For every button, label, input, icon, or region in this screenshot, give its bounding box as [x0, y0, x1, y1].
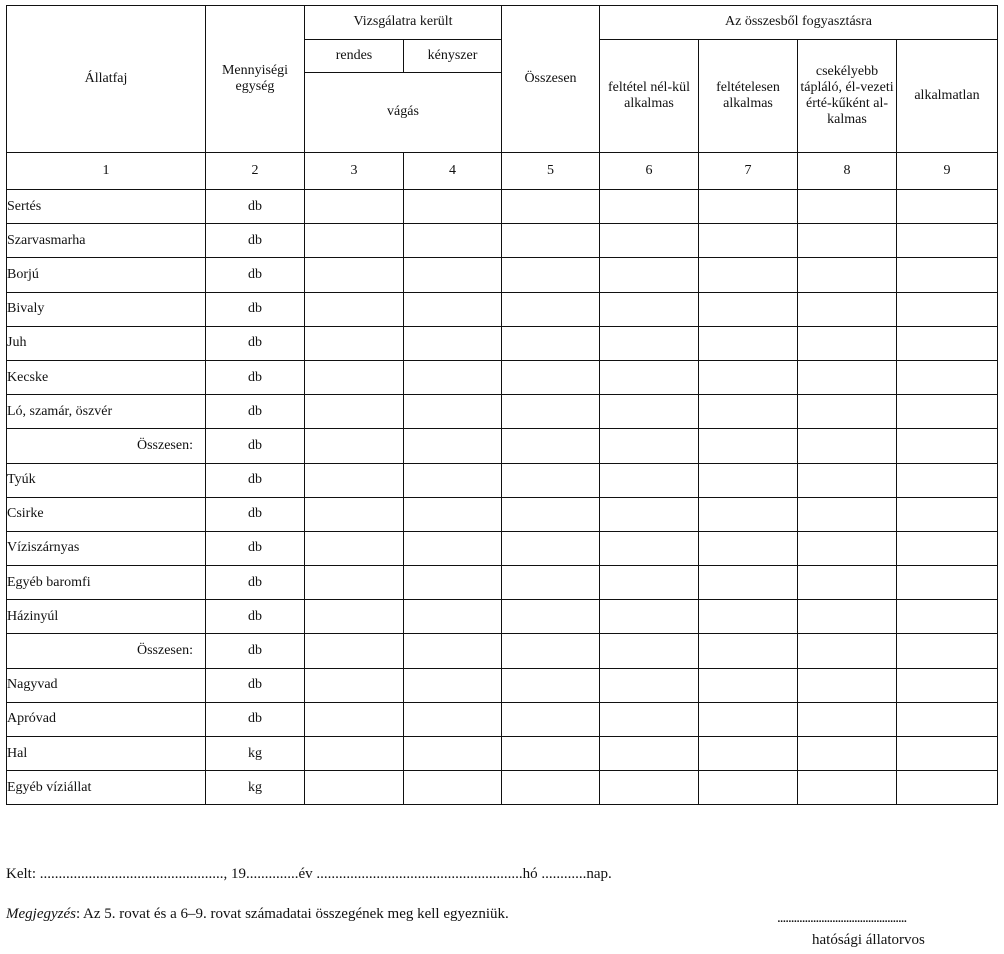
entry-cell-col-6[interactable]	[600, 190, 699, 224]
entry-cell-col-7[interactable]	[699, 463, 798, 497]
species-name: Házinyúl	[7, 600, 206, 634]
unit-cell: db	[206, 258, 305, 292]
entry-cell-col-5[interactable]	[502, 600, 600, 634]
table-row	[7, 497, 998, 531]
header-fit-conditional: feltételesen alkalmas	[699, 40, 798, 153]
entry-cell-col-7[interactable]	[699, 429, 798, 463]
species-name: Apróvad	[7, 702, 206, 736]
entry-cell-col-5[interactable]	[502, 429, 600, 463]
note-label: Megjegyzés	[6, 906, 76, 922]
entry-cell-col-9[interactable]	[897, 224, 998, 258]
entry-cell-col-4[interactable]	[404, 600, 502, 634]
species-name: Bivaly	[7, 292, 206, 326]
unit-cell: db	[206, 497, 305, 531]
entry-cell-col-3[interactable]	[305, 292, 404, 326]
entry-cell-col-4[interactable]	[404, 566, 502, 600]
unit-cell: db	[206, 326, 305, 360]
entry-cell-col-7[interactable]	[699, 497, 798, 531]
entry-cell-col-6[interactable]	[600, 463, 699, 497]
data-rows	[7, 190, 998, 805]
species-name: Víziszárnyas	[7, 531, 206, 565]
entry-cell-col-7[interactable]	[699, 566, 798, 600]
inspection-table	[6, 5, 998, 805]
species-name: Kecske	[7, 360, 206, 394]
entry-cell-col-7[interactable]	[699, 395, 798, 429]
species-name: Hal	[7, 737, 206, 771]
entry-cell-col-8[interactable]	[798, 326, 897, 360]
entry-cell-col-7[interactable]	[699, 292, 798, 326]
signature-line: ...............................................	[777, 910, 907, 926]
species-name: Juh	[7, 326, 206, 360]
entry-cell-col-9[interactable]	[897, 497, 998, 531]
header-unit: Mennyiségi egység	[206, 6, 305, 153]
table-row	[7, 566, 998, 600]
entry-cell-col-4[interactable]	[404, 395, 502, 429]
entry-cell-col-9[interactable]	[897, 737, 998, 771]
entry-cell-col-8[interactable]	[798, 292, 897, 326]
entry-cell-col-6[interactable]	[600, 326, 699, 360]
unit-cell: db	[206, 190, 305, 224]
entry-cell-col-4[interactable]	[404, 360, 502, 394]
entry-cell-col-3[interactable]	[305, 634, 404, 668]
species-name: Nagyvad	[7, 668, 206, 702]
column-number: 4	[404, 153, 502, 190]
column-number: 9	[897, 153, 998, 190]
entry-cell-col-3[interactable]	[305, 771, 404, 805]
unit-cell: db	[206, 702, 305, 736]
table-row	[7, 258, 998, 292]
unit-cell: db	[206, 634, 305, 668]
entry-cell-col-8[interactable]	[798, 395, 897, 429]
table-row	[7, 702, 998, 736]
unit-cell: db	[206, 668, 305, 702]
entry-cell-col-9[interactable]	[897, 634, 998, 668]
entry-cell-col-4[interactable]	[404, 771, 502, 805]
species-name: Sertés	[7, 190, 206, 224]
entry-cell-col-3[interactable]	[305, 600, 404, 634]
unit-cell: db	[206, 360, 305, 394]
entry-cell-col-8[interactable]	[798, 668, 897, 702]
unit-cell: db	[206, 600, 305, 634]
species-name: Összesen:	[7, 429, 206, 463]
entry-cell-col-8[interactable]	[798, 531, 897, 565]
species-name: Szarvasmarha	[7, 224, 206, 258]
entry-cell-col-6[interactable]	[600, 292, 699, 326]
entry-cell-col-9[interactable]	[897, 258, 998, 292]
entry-cell-col-5[interactable]	[502, 224, 600, 258]
entry-cell-col-7[interactable]	[699, 702, 798, 736]
table-row	[7, 360, 998, 394]
date-line: Kelt: ................................................., 19..............év .......................................................hó ............nap.	[6, 866, 612, 882]
species-name: Csirke	[7, 497, 206, 531]
header-total: Összesen	[502, 6, 600, 153]
unit-cell: db	[206, 531, 305, 565]
entry-cell-col-3[interactable]	[305, 258, 404, 292]
entry-cell-col-5[interactable]	[502, 292, 600, 326]
entry-cell-col-8[interactable]	[798, 566, 897, 600]
entry-cell-col-5[interactable]	[502, 634, 600, 668]
note-text: : Az 5. rovat és a 6–9. rovat számadatai összegének meg kell egyezniük.	[75, 906, 509, 922]
entry-cell-col-5[interactable]	[502, 360, 600, 394]
entry-cell-col-4[interactable]	[404, 737, 502, 771]
entry-cell-col-6[interactable]	[600, 258, 699, 292]
table-row	[7, 190, 998, 224]
entry-cell-col-3[interactable]	[305, 566, 404, 600]
entry-cell-col-4[interactable]	[404, 463, 502, 497]
table-row	[7, 395, 998, 429]
entry-cell-col-7[interactable]	[699, 258, 798, 292]
entry-cell-col-5[interactable]	[502, 497, 600, 531]
table-row	[7, 224, 998, 258]
unit-cell: db	[206, 292, 305, 326]
entry-cell-col-5[interactable]	[502, 566, 600, 600]
entry-cell-col-4[interactable]	[404, 190, 502, 224]
entry-cell-col-6[interactable]	[600, 360, 699, 394]
entry-cell-col-9[interactable]	[897, 292, 998, 326]
entry-cell-col-4[interactable]	[404, 429, 502, 463]
entry-cell-col-8[interactable]	[798, 497, 897, 531]
species-name: Borjú	[7, 258, 206, 292]
entry-cell-col-9[interactable]	[897, 668, 998, 702]
header-fit-unconditional: feltétel nél-kül alkalmas	[600, 40, 699, 153]
entry-cell-col-9[interactable]	[897, 566, 998, 600]
unit-cell: db	[206, 429, 305, 463]
entry-cell-col-3[interactable]	[305, 702, 404, 736]
unit-cell: kg	[206, 771, 305, 805]
entry-cell-col-6[interactable]	[600, 600, 699, 634]
entry-cell-col-7[interactable]	[699, 771, 798, 805]
header-consumption: Az összesből fogyasztásra	[600, 6, 998, 40]
entry-cell-col-6[interactable]	[600, 702, 699, 736]
column-number: 1	[7, 153, 206, 190]
entry-cell-col-8[interactable]	[798, 463, 897, 497]
entry-cell-col-7[interactable]	[699, 531, 798, 565]
species-name: Ló, szamár, öszvér	[7, 395, 206, 429]
entry-cell-col-6[interactable]	[600, 634, 699, 668]
entry-cell-col-4[interactable]	[404, 292, 502, 326]
entry-cell-col-4[interactable]	[404, 634, 502, 668]
entry-cell-col-4[interactable]	[404, 497, 502, 531]
unit-cell: db	[206, 566, 305, 600]
entry-cell-col-9[interactable]	[897, 531, 998, 565]
entry-cell-col-6[interactable]	[600, 497, 699, 531]
entry-cell-col-8[interactable]	[798, 429, 897, 463]
entry-cell-col-4[interactable]	[404, 326, 502, 360]
entry-cell-col-3[interactable]	[305, 326, 404, 360]
column-number: 3	[305, 153, 404, 190]
unit-cell: db	[206, 395, 305, 429]
entry-cell-col-6[interactable]	[600, 668, 699, 702]
entry-cell-col-3[interactable]	[305, 360, 404, 394]
table-row	[7, 634, 998, 668]
entry-cell-col-9[interactable]	[897, 326, 998, 360]
column-number: 2	[206, 153, 305, 190]
entry-cell-col-4[interactable]	[404, 258, 502, 292]
entry-cell-col-9[interactable]	[897, 429, 998, 463]
entry-cell-col-9[interactable]	[897, 360, 998, 394]
entry-cell-col-7[interactable]	[699, 668, 798, 702]
entry-cell-col-4[interactable]	[404, 224, 502, 258]
entry-cell-col-3[interactable]	[305, 224, 404, 258]
entry-cell-col-6[interactable]	[600, 395, 699, 429]
species-name: Egyéb víziállat	[7, 771, 206, 805]
header-forced: kényszer	[404, 40, 502, 73]
entry-cell-col-6[interactable]	[600, 737, 699, 771]
column-number: 5	[502, 153, 600, 190]
species-name: Tyúk	[7, 463, 206, 497]
entry-cell-col-9[interactable]	[897, 702, 998, 736]
entry-cell-col-5[interactable]	[502, 668, 600, 702]
header-examined: Vizsgálatra került	[305, 6, 502, 40]
entry-cell-col-3[interactable]	[305, 737, 404, 771]
entry-cell-col-8[interactable]	[798, 600, 897, 634]
entry-cell-col-7[interactable]	[699, 600, 798, 634]
entry-cell-col-8[interactable]	[798, 737, 897, 771]
species-name: Összesen:	[7, 634, 206, 668]
entry-cell-col-7[interactable]	[699, 326, 798, 360]
entry-cell-col-6[interactable]	[600, 224, 699, 258]
entry-cell-col-3[interactable]	[305, 429, 404, 463]
entry-cell-col-6[interactable]	[600, 771, 699, 805]
entry-cell-col-8[interactable]	[798, 224, 897, 258]
entry-cell-col-8[interactable]	[798, 771, 897, 805]
signature-label: hatósági állatorvos	[812, 932, 925, 948]
entry-cell-col-9[interactable]	[897, 463, 998, 497]
table-row	[7, 668, 998, 702]
unit-cell: db	[206, 224, 305, 258]
entry-cell-col-5[interactable]	[502, 463, 600, 497]
entry-cell-col-6[interactable]	[600, 566, 699, 600]
entry-cell-col-7[interactable]	[699, 360, 798, 394]
unit-cell: db	[206, 463, 305, 497]
entry-cell-col-3[interactable]	[305, 190, 404, 224]
entry-cell-col-5[interactable]	[502, 531, 600, 565]
entry-cell-col-9[interactable]	[897, 600, 998, 634]
entry-cell-col-5[interactable]	[502, 771, 600, 805]
table-row	[7, 429, 998, 463]
entry-cell-col-3[interactable]	[305, 531, 404, 565]
species-name: Egyéb baromfi	[7, 566, 206, 600]
entry-cell-col-3[interactable]	[305, 395, 404, 429]
table-row	[7, 326, 998, 360]
header-species: Állatfaj	[7, 6, 206, 153]
table-row	[7, 292, 998, 326]
entry-cell-col-5[interactable]	[502, 190, 600, 224]
table-row	[7, 737, 998, 771]
entry-cell-col-4[interactable]	[404, 702, 502, 736]
entry-cell-col-7[interactable]	[699, 190, 798, 224]
entry-cell-col-8[interactable]	[798, 360, 897, 394]
entry-cell-col-3[interactable]	[305, 463, 404, 497]
entry-cell-col-3[interactable]	[305, 497, 404, 531]
entry-cell-col-9[interactable]	[897, 395, 998, 429]
entry-cell-col-5[interactable]	[502, 737, 600, 771]
entry-cell-col-6[interactable]	[600, 531, 699, 565]
entry-cell-col-3[interactable]	[305, 668, 404, 702]
entry-cell-col-8[interactable]	[798, 190, 897, 224]
note	[6, 906, 509, 923]
entry-cell-col-5[interactable]	[502, 395, 600, 429]
header-regular: rendes	[305, 40, 404, 73]
table-row	[7, 771, 998, 805]
entry-cell-col-4[interactable]	[404, 531, 502, 565]
entry-cell-col-5[interactable]	[502, 702, 600, 736]
entry-cell-col-8[interactable]	[798, 702, 897, 736]
column-number: 8	[798, 153, 897, 190]
entry-cell-col-5[interactable]	[502, 258, 600, 292]
entry-cell-col-6[interactable]	[600, 429, 699, 463]
entry-cell-col-5[interactable]	[502, 326, 600, 360]
header-slaughter: vágás	[305, 73, 502, 153]
header-unfit: alkalmatlan	[897, 40, 998, 153]
entry-cell-col-7[interactable]	[699, 737, 798, 771]
table-row	[7, 600, 998, 634]
entry-cell-col-8[interactable]	[798, 634, 897, 668]
entry-cell-col-7[interactable]	[699, 224, 798, 258]
entry-cell-col-8[interactable]	[798, 258, 897, 292]
entry-cell-col-9[interactable]	[897, 771, 998, 805]
column-number: 6	[600, 153, 699, 190]
unit-cell: kg	[206, 737, 305, 771]
entry-cell-col-7[interactable]	[699, 634, 798, 668]
table-row	[7, 463, 998, 497]
table-row	[7, 531, 998, 565]
header-low-value: csekélyebb tápláló, él-vezeti érté-kűként al-kalmas	[798, 40, 897, 153]
column-number-row	[7, 153, 998, 190]
entry-cell-col-9[interactable]	[897, 190, 998, 224]
entry-cell-col-4[interactable]	[404, 668, 502, 702]
column-number: 7	[699, 153, 798, 190]
